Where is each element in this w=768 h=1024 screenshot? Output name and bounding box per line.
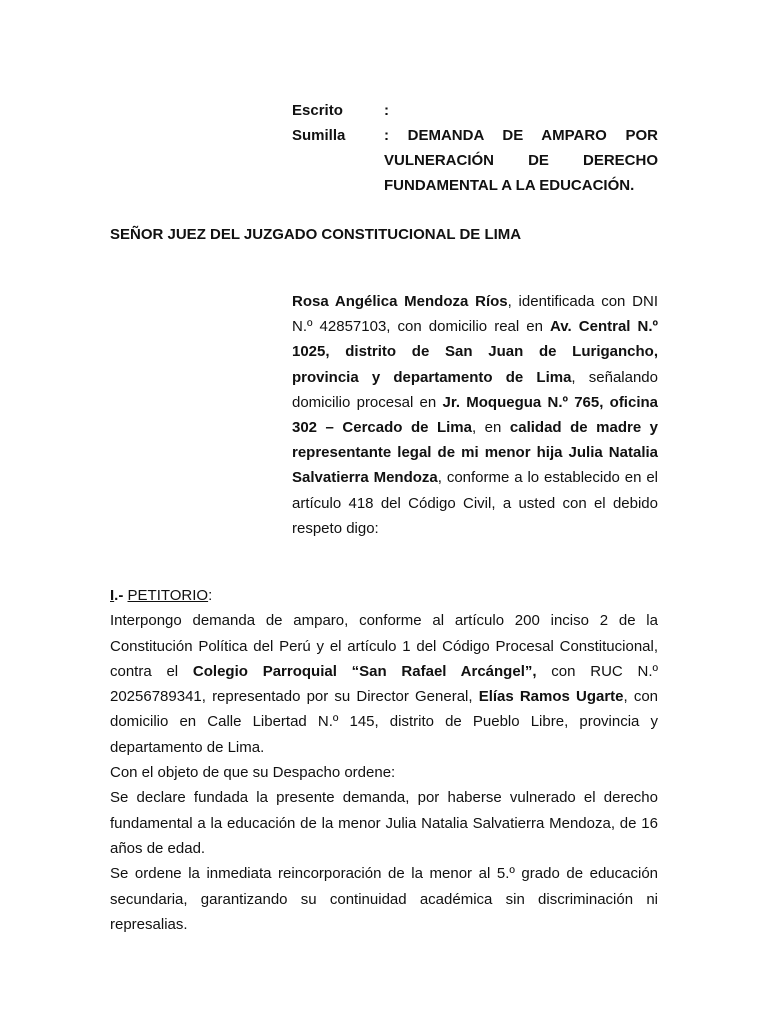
sumilla-label: Sumilla [292,127,346,144]
petitorio-paragraph-3: Se declare fundada la presente demanda, por haberse vulnerado el derecho fundamental a la educación de la menor Julia Natalia Salvatierra Mendoza, de 16 años de edad. [110,789,658,857]
p1-text-b: con RUC N.º 20256789341, representado por su Director General, [110,662,659,706]
defendant-school: Colegio Parroquial “San Rafael Arcángel”, [192,662,537,680]
section-number: I [110,587,115,604]
section-separator: .- [114,587,128,604]
plaintiff-name: Rosa Angélica Mendoza Ríos [292,293,508,310]
sumilla-colon: : [384,127,389,144]
sumilla-text [384,123,658,198]
defendant-director: Elías Ramos Ugarte [478,688,624,706]
escrito-colon: : [384,102,389,119]
section-title: PETITORIO [127,587,209,604]
petitorio-paragraph-1 [110,608,658,760]
addressee-line: SEÑOR JUEZ DEL JUZGADO CONSTITUCIONAL DE LIMA [110,226,522,243]
party-text-1: , identificada con DNI N.º 42857103, con domicilio real en [292,293,658,336]
party-introduction [292,289,658,541]
document-header [292,98,658,198]
section-heading [110,583,658,608]
procedural-address: Jr. Moquegua N.º 765, oficina 302 – Cercado de Lima [292,393,658,437]
p1-text-a: Interpongo demanda de amparo, conforme al artículo 200 inciso 2 de la Constitución Política del Perú y el artículo 1 del Código Procesal Constitucional, contra el [110,612,658,680]
section-colon: : [208,587,213,604]
party-text-2: , señalando domicilio procesal en [292,368,658,411]
sumilla-row [292,123,658,198]
party-text-4: , conforme a lo establecido en el artículo 418 del Código Civil, a usted con el debido respeto digo: [292,469,659,537]
sumilla-value: DEMANDA DE AMPARO POR VULNERACIÓN DE DERECHO FUNDAMENTAL A LA EDUCACIÓN. [384,127,658,194]
petitorio-paragraph-2: Con el objeto de que su Despacho ordene: [110,764,396,782]
escrito-label: Escrito [292,102,343,119]
real-address: Av. Central N.º 1025, distrito de San Juan de Lurigancho, provincia y departamento de Lima [292,318,658,386]
petitorio-section [110,583,658,937]
p1-text-c: , con domicilio en Calle Libertad N.º 145, distrito de Pueblo Libre, provincia y departamento de Lima. [110,688,658,756]
legal-capacity: calidad de madre y representante legal de mi menor hija Julia Natalia Salvatierra Mendoza [292,419,659,487]
petitorio-paragraph-4: Se ordene la inmediata reincorporación de la menor al 5.º grado de educación secundaria, garantizando su continuidad académica sin discriminación ni represalias. [110,865,658,933]
party-text-3: , en [472,419,510,437]
escrito-row [292,98,658,123]
